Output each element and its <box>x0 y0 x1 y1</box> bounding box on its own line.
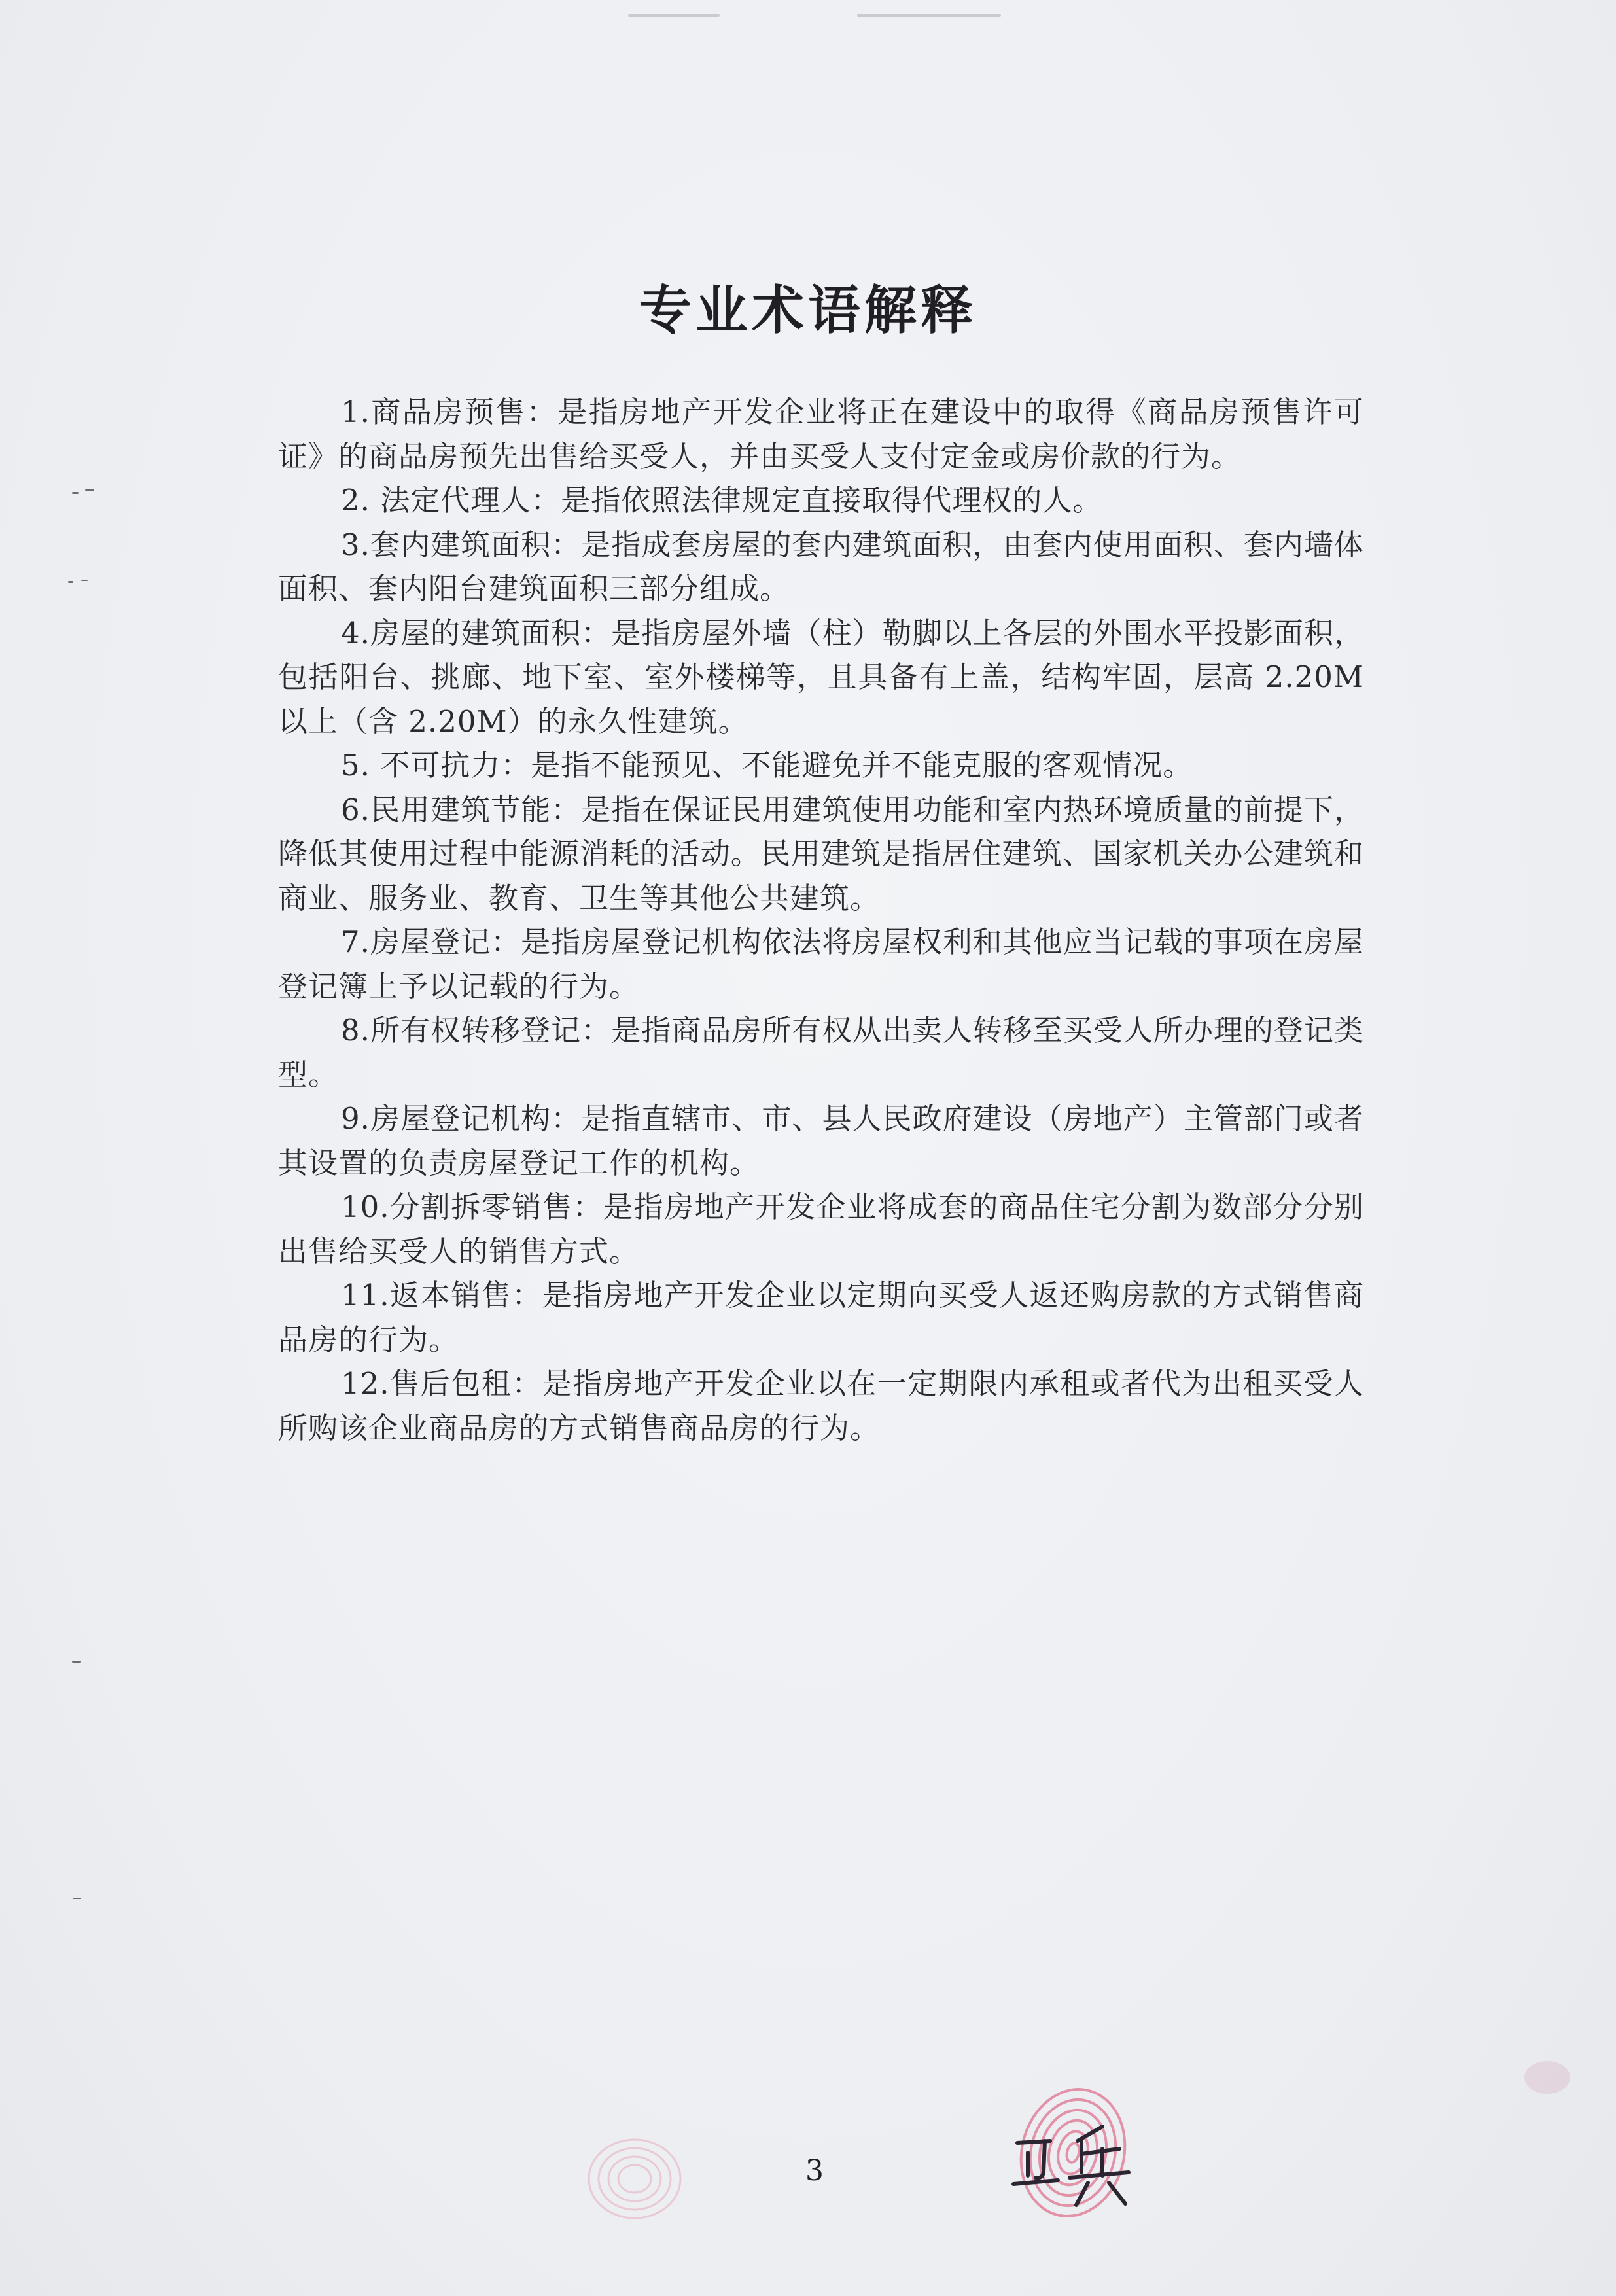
term-item: 3.套内建筑面积：是指成套房屋的套内建筑面积，由套内使用面积、套内墙体面积、套内阳台建筑面积三部分组成。 <box>278 527 1364 606</box>
edge-smudge <box>1524 2061 1570 2094</box>
term-item: 8.所有权转移登记：是指商品房所有权从出卖人转移至买受人所办理的登记类型。 <box>278 1013 1364 1092</box>
terms-list <box>278 390 1364 1450</box>
term-item: 9.房屋登记机构：是指直辖市、市、县人民政府建设（房地产）主管部门或者其设置的负责房屋登记工作的机构。 <box>278 1101 1364 1180</box>
term-item: 12.售后包租：是指房地产开发企业以在一定期限内承租或者代为出租买受人所购该企业商品房的方式销售商品房的行为。 <box>278 1366 1364 1445</box>
handwritten-signature-icon <box>1004 2081 1135 2225</box>
term-item: 7.房屋登记：是指房屋登记机构依法将房屋权利和其他应当记载的事项在房屋登记簿上予以记载的行为。 <box>278 925 1364 1004</box>
scan-mark <box>85 489 94 491</box>
scan-mark <box>81 580 88 581</box>
scan-mark <box>73 1898 81 1899</box>
term-item: 10.分割拆零销售：是指房地产开发企业将成套的商品住宅分割为数部分分别出售给买受人的销售方式。 <box>278 1190 1364 1269</box>
fingerprint-icon <box>569 2107 700 2238</box>
term-item: 11.返本销售：是指房地产开发企业以定期向买受人返还购房款的方式销售商品房的行为。 <box>278 1278 1364 1357</box>
term-item: 1.商品房预售：是指房地产开发企业将正在建设中的取得《商品房预售许可证》的商品房预先出售给买受人，并由买受人支付定金或房价款的行为。 <box>278 395 1364 474</box>
term-item: 6.民用建筑节能：是指在保证民用建筑使用功能和室内热环境质量的前提下，降低其使用过程中能源消耗的活动。民用建筑是指居住建筑、国家机关办公建筑和商业、服务业、教育、卫生等其他公共建筑。 <box>278 792 1364 915</box>
page-number: 3 <box>805 2154 824 2187</box>
scan-mark <box>628 14 720 17</box>
scan-mark <box>72 492 79 494</box>
scan-mark <box>72 1661 81 1663</box>
page-title: 专业术语解释 <box>639 280 977 341</box>
term-item: 2. 法定代理人：是指依照法律规定直接取得代理权的人。 <box>341 483 1103 518</box>
term-item: 5. 不可抗力：是指不能预见、不能避免并不能克服的客观情况。 <box>341 748 1193 783</box>
scan-mark <box>68 581 73 583</box>
scan-mark <box>857 14 1001 17</box>
term-item: 4.房屋的建筑面积：是指房屋外墙（柱）勒脚以上各层的外围水平投影面积，包括阳台、挑廊、地下室、室外楼梯等，且具备有上盖，结构牢固，层高 2.20M 以上（含 2.20M）的永久性建筑。 <box>278 615 1364 739</box>
